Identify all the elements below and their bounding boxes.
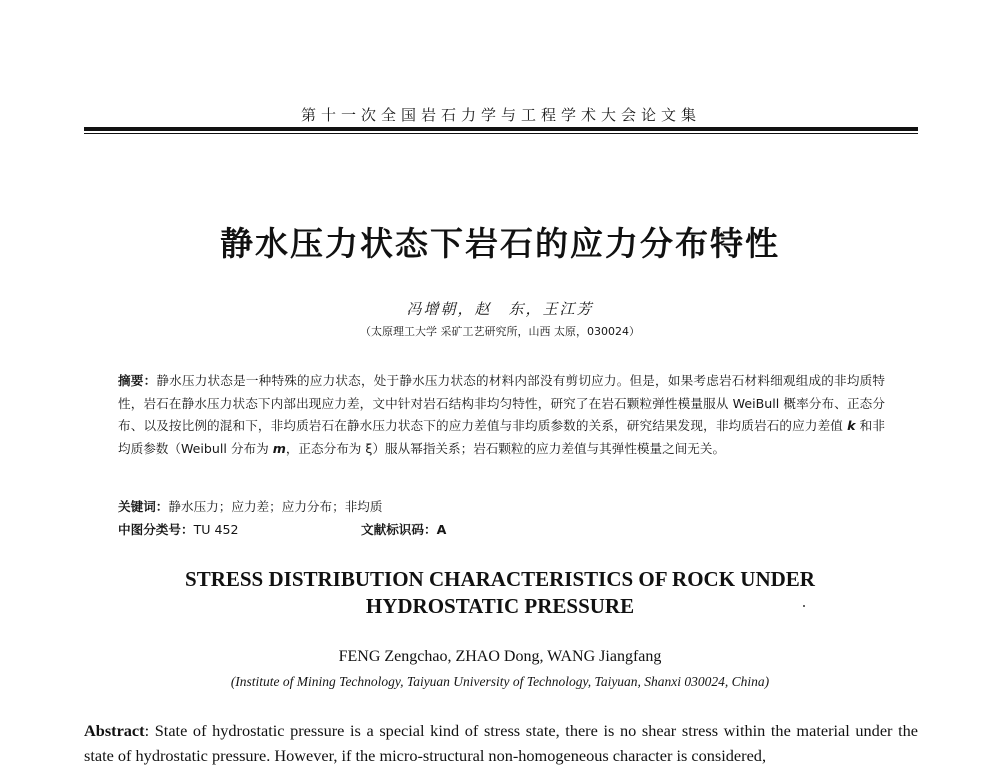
paper-title-cn: 静水压力状态下岩石的应力分布特性 — [220, 224, 780, 263]
header-rule-thick — [84, 127, 918, 131]
abstract-cn-text-1: 静水压力状态是一种特殊的应力状态，处于静水压力状态的材料内部没有剪切应力。但是，如果考虑岩石材料细观组成的非均质特性，岩石在静水压力状态下内部出现应力差，文中针对岩石结构非均匀特性，研究了在岩石颗粒弹性模量服从 WeiBull 概率分布、正态分布、以及按比例的混和下，非均质岩石在静水压力状态下的应力差值与非均质参数的关系，研究结果发现，非均质岩石的应力差值 — [118, 373, 886, 433]
abstract-cn-text-4: ）服从幂指关系；岩石颗粒的应力差值与其弹性模量之间无关。 — [372, 440, 726, 456]
clc-label: 中图分类号： — [118, 522, 194, 537]
paper-title-en-line-1: STRESS DISTRIBUTION CHARACTERISTICS OF ROCK UNDER — [185, 567, 815, 591]
clc-line — [118, 519, 239, 538]
authors-cn: 冯增朝，赵 东，王江芳 — [406, 300, 594, 318]
abstract-en-label: Abstract — [84, 721, 145, 740]
doc-code-value: A — [436, 522, 447, 537]
clc-value: TU 452 — [193, 522, 239, 537]
paper-title-en — [0, 566, 1000, 620]
abstract-cn-var-k: k — [847, 418, 856, 433]
running-header: 第十一次全国岩石力学与工程学术大会论文集 — [300, 106, 701, 124]
affiliation-cn: （太原理工大学 采矿工艺研究所，山西 太原，030024） — [360, 325, 640, 338]
abstract-cn-label: 摘要： — [118, 373, 157, 388]
abstract-cn — [118, 370, 885, 460]
abstract-cn-var-m: m — [272, 440, 286, 456]
authors-en: FENG Zengchao, ZHAO Dong, WANG Jiangfang — [338, 648, 662, 665]
abstract-en — [84, 718, 918, 768]
keywords-label: 关键词： — [118, 499, 169, 514]
header-rule-thin — [84, 133, 918, 134]
keywords-value: 静水压力；应力差；应力分布；非均质 — [168, 499, 383, 514]
paper-title-en-line-2: HYDROSTATIC PRESSURE — [365, 594, 635, 618]
doc-code-line — [361, 519, 446, 538]
doc-code-label: 文献标识码： — [361, 522, 437, 537]
scan-speck — [803, 605, 805, 607]
abstract-cn-text-3: ，正态分布为 — [285, 440, 366, 456]
abstract-cn-var-xi: ξ — [365, 440, 373, 456]
affiliation-en: (Institute of Mining Technology, Taiyuan University of Technology, Taiyuan, Shanxi 030024, China) — [230, 674, 770, 689]
abstract-cn-text-2: 和非均质参数（Weibull 分布为 — [118, 418, 885, 456]
abstract-en-text: : State of hydrostatic pressure is a special kind of stress state, there is no shear stress within the material under the state of hydrostatic pressure. However, if the micro-structural non-homogeneous character is considered, — [84, 721, 918, 765]
keywords-line — [118, 496, 382, 515]
